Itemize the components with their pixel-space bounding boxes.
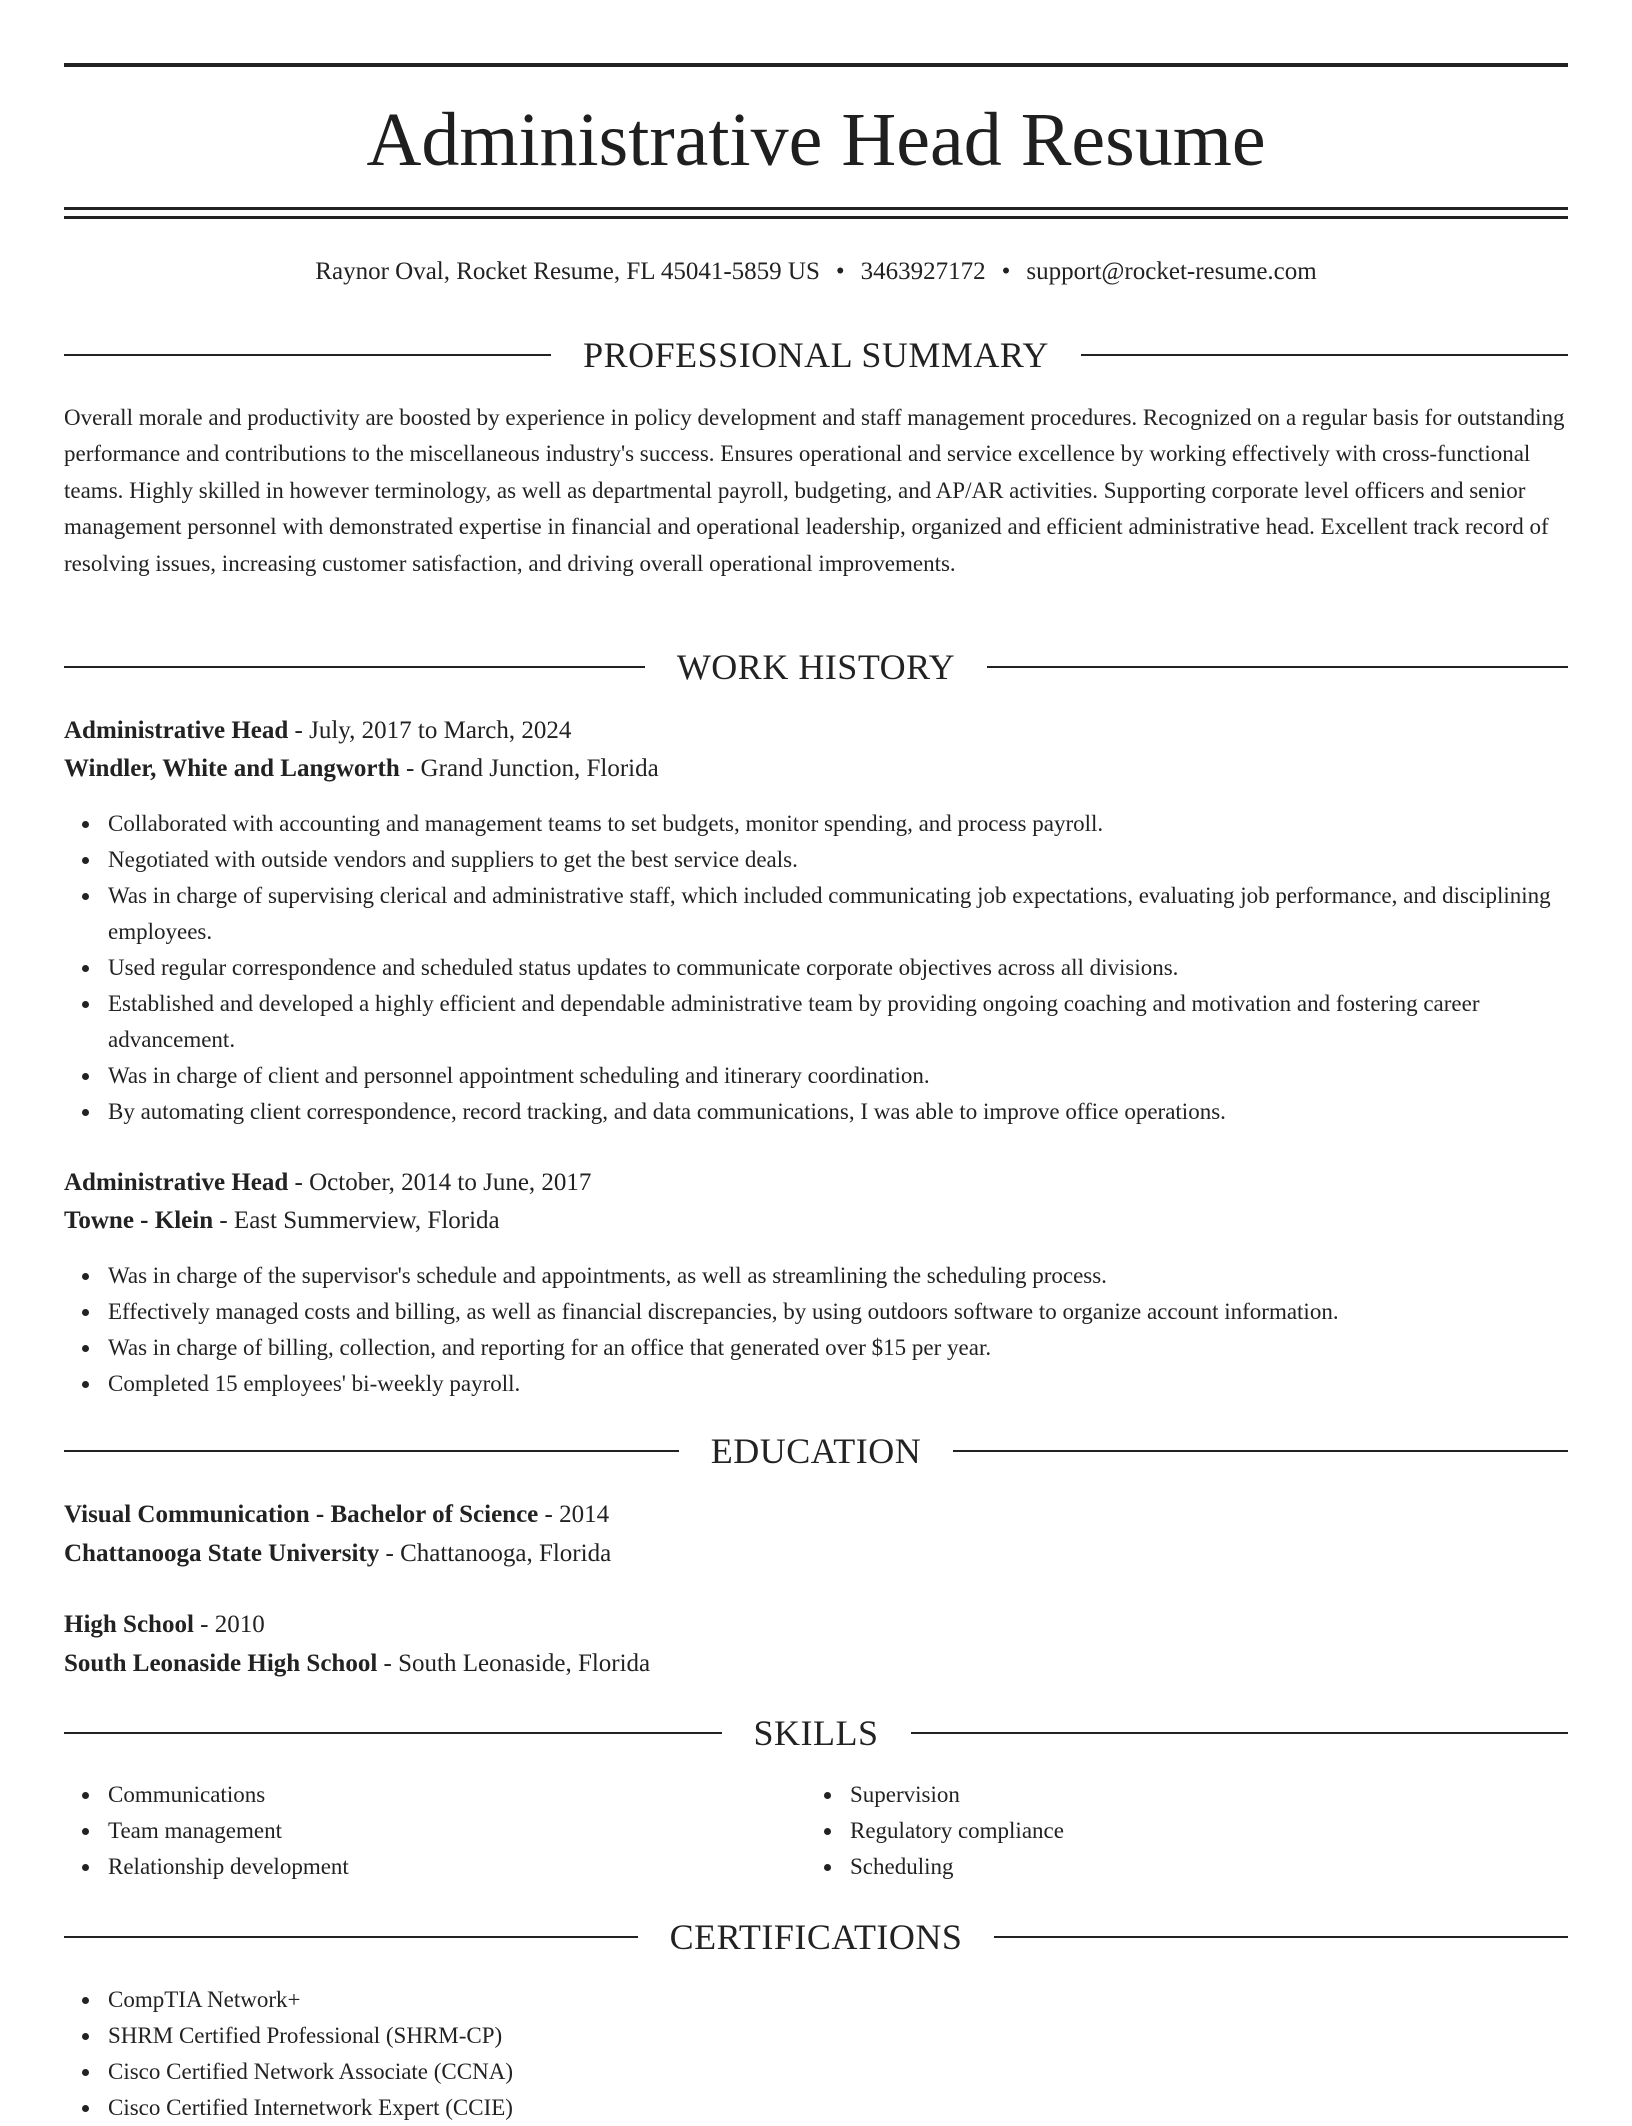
section-title: SKILLS xyxy=(753,1713,879,1753)
list-item: Was in charge of client and personnel appointment scheduling and itinerary coordination. xyxy=(64,1058,1568,1094)
resume-title: Administrative Head Resume xyxy=(366,98,1266,182)
job-company: Windler, White and Langworth xyxy=(64,755,400,782)
contact-line xyxy=(64,254,1568,290)
job-title: Administrative Head xyxy=(64,717,289,744)
education-location: - Chattanooga, Florida xyxy=(379,1540,612,1567)
list-item: By automating client correspondence, record tracking, and data communications, I was able to improve office operations. xyxy=(64,1094,1568,1130)
list-item: Team management xyxy=(64,1813,806,1849)
list-item: Regulatory compliance xyxy=(806,1813,1548,1849)
section-heading-summary xyxy=(64,333,1568,377)
list-item: Was in charge of the supervisor's schedule and appointments, as well as streamlining the scheduling process. xyxy=(64,1258,1568,1294)
contact-email: support@rocket-resume.com xyxy=(1026,258,1317,285)
job-dates: - October, 2014 to June, 2017 xyxy=(288,1169,592,1196)
education-degree-line xyxy=(64,1606,1568,1644)
list-item: Negotiated with outside vendors and suppliers to get the best service deals. xyxy=(64,842,1568,878)
section-heading-skills xyxy=(64,1711,1568,1755)
section-title: PROFESSIONAL SUMMARY xyxy=(583,335,1049,375)
heading-rule xyxy=(911,1732,1569,1734)
job-company-line xyxy=(64,1202,1568,1240)
title-rule-upper xyxy=(64,207,1568,210)
section-heading-education xyxy=(64,1429,1568,1473)
section-title: EDUCATION xyxy=(710,1431,922,1471)
education-school-line xyxy=(64,1535,1568,1573)
education-year: - 2010 xyxy=(193,1611,265,1638)
contact-address: Raynor Oval, Rocket Resume, FL 45041-5859 US xyxy=(315,258,820,285)
skills-columns xyxy=(64,1777,1568,1885)
contact-phone: 3463927172 xyxy=(860,258,986,285)
certifications-list xyxy=(64,1982,1568,2126)
skills-list-left xyxy=(64,1777,806,1885)
section-title: CERTIFICATIONS xyxy=(669,1917,963,1957)
list-item: SHRM Certified Professional (SHRM-CP) xyxy=(64,2018,1568,2054)
education-degree: Visual Communication - Bachelor of Science xyxy=(64,1501,539,1528)
heading-rule xyxy=(1081,354,1568,356)
heading-rule xyxy=(64,1732,722,1734)
list-item: Relationship development xyxy=(64,1849,806,1885)
education-degree-line xyxy=(64,1496,1568,1534)
list-item: Scheduling xyxy=(806,1849,1548,1885)
job-title: Administrative Head xyxy=(64,1169,289,1196)
section-title: WORK HISTORY xyxy=(676,647,956,687)
list-item: CompTIA Network+ xyxy=(64,1982,1568,2018)
education-school-line xyxy=(64,1645,1568,1683)
job-duties-list xyxy=(64,1258,1568,1402)
top-rule xyxy=(64,63,1568,67)
list-item: Established and developed a highly efficient and dependable administrative team by providing ongoing coaching and motivation and fostering career advancement. xyxy=(64,986,1568,1058)
job-title-line xyxy=(64,1164,1568,1202)
education-location: - South Leonaside, Florida xyxy=(377,1650,651,1677)
education-degree: High School xyxy=(64,1611,194,1638)
contact-separator: • xyxy=(1001,258,1011,285)
title-rule-lower xyxy=(64,216,1568,219)
heading-rule xyxy=(953,1450,1568,1452)
list-item: Effectively managed costs and billing, as well as financial discrepancies, by using outdoors software to organize account information. xyxy=(64,1294,1568,1330)
list-item: Was in charge of billing, collection, and reporting for an office that generated over $15 per year. xyxy=(64,1330,1568,1366)
job-duties-list xyxy=(64,806,1568,1130)
job-location: - East Summerview, Florida xyxy=(213,1207,500,1234)
job-dates: - July, 2017 to March, 2024 xyxy=(288,717,572,744)
heading-rule xyxy=(64,354,551,356)
list-item: Cisco Certified Network Associate (CCNA) xyxy=(64,2054,1568,2090)
list-item: Completed 15 employees' bi-weekly payroll. xyxy=(64,1366,1568,1402)
education-school: South Leonaside High School xyxy=(64,1650,378,1677)
heading-rule xyxy=(64,666,645,668)
skills-list-right xyxy=(806,1777,1548,1885)
job-title-line xyxy=(64,712,1568,750)
heading-rule xyxy=(994,1936,1568,1938)
list-item: Cisco Certified Internetwork Expert (CCIE) xyxy=(64,2090,1568,2126)
list-item: Used regular correspondence and scheduled status updates to communicate corporate objectives across all divisions. xyxy=(64,950,1568,986)
job-company: Towne - Klein xyxy=(64,1207,214,1234)
list-item: Communications xyxy=(64,1777,806,1813)
summary-text: Overall morale and productivity are boosted by experience in policy development and staff management procedures. Recognized on a regular basis for outstanding performance and contributions to the miscellaneous industry's success. Ensures operational and service excellence by working effectively with cross-functional teams. Highly skilled in however terminology, as well as departmental payroll, budgeting, and AP/AR activities. Supporting corporate level officers and senior management personnel with demonstrated expertise in financial and operational leadership, organized and efficient administrative head. Excellent track record of resolving issues, increasing customer satisfaction, and driving overall operational improvements. xyxy=(64,405,1565,576)
section-heading-work-history xyxy=(64,645,1568,689)
list-item: Collaborated with accounting and management teams to set budgets, monitor spending, and process payroll. xyxy=(64,806,1568,842)
job-location: - Grand Junction, Florida xyxy=(399,755,659,782)
list-item: Was in charge of supervising clerical and administrative staff, which included communicating job expectations, evaluating job performance, and disciplining employees. xyxy=(64,878,1568,950)
education-year: - 2014 xyxy=(538,1501,610,1528)
heading-rule xyxy=(987,666,1568,668)
job-company-line xyxy=(64,750,1568,788)
contact-separator: • xyxy=(835,258,845,285)
heading-rule xyxy=(64,1936,638,1938)
list-item: Supervision xyxy=(806,1777,1548,1813)
section-heading-certifications xyxy=(64,1915,1568,1959)
heading-rule xyxy=(64,1450,679,1452)
education-school: Chattanooga State University xyxy=(64,1540,380,1567)
